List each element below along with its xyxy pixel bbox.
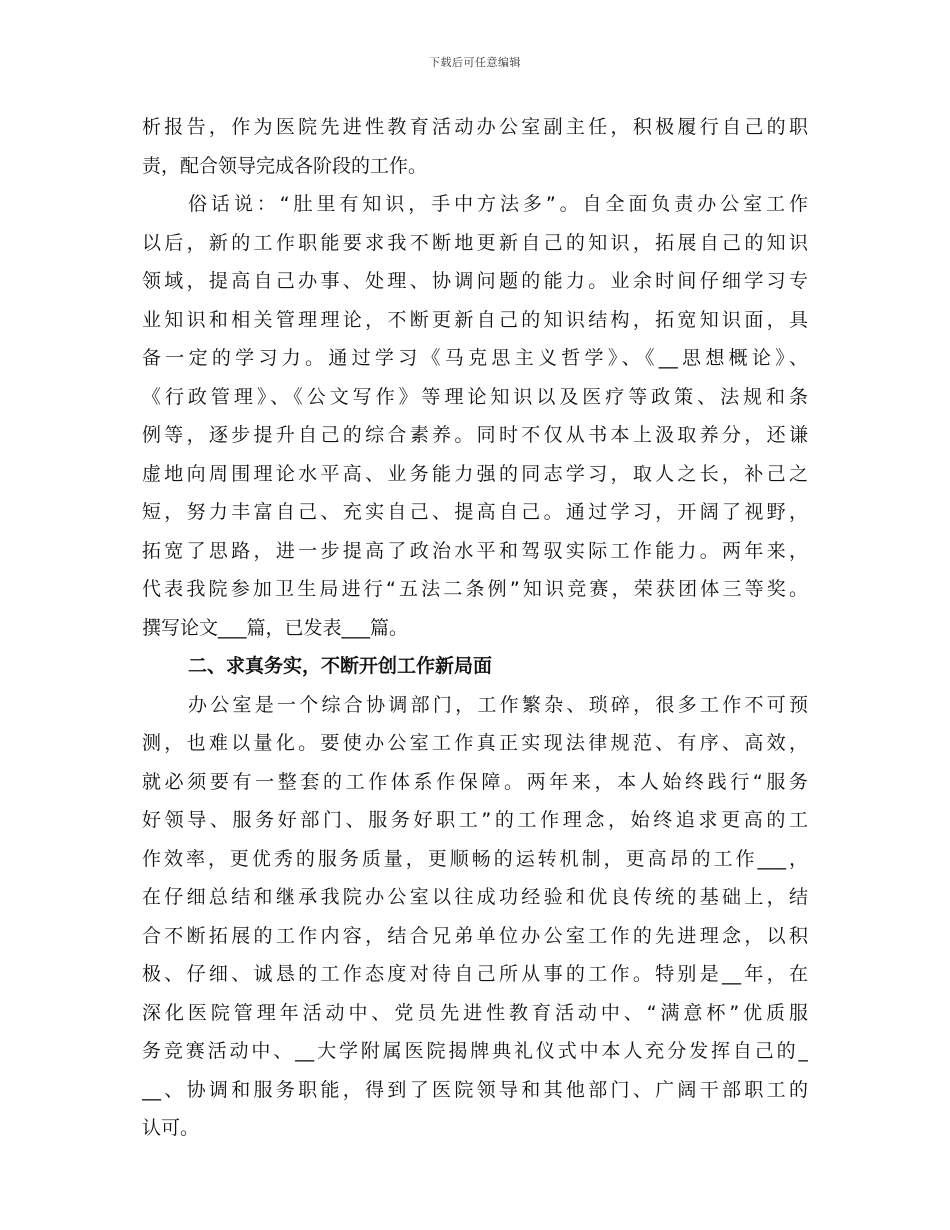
text-line: __、协调和服务职能，得到了医院领导和其他部门、广阔干部职工的 <box>142 1078 808 1101</box>
text-line: 析报告，作为医院先进性教育活动办公室副主任，积极履行自己的职 <box>142 116 808 138</box>
text-line: 代表我院参加卫生局进行“五法二条例”知识竞赛，荣获团体三等奖。 <box>142 578 808 600</box>
text-line: 短，努力丰富自己、充实自己、提高自己。通过学习，开阔了视野， <box>142 501 808 523</box>
section-heading: 二、求真务实，不断开创工作新局面 <box>188 655 493 677</box>
text-line: 极、仔细、诚恳的工作态度对待自己所从事的工作。特别是__年，在 <box>142 963 808 985</box>
text-line: 合不断拓展的工作内容，结合兄弟单位办公室工作的先进理念，以积 <box>142 924 808 947</box>
paragraph-first-line: 办公室是一个综合协调部门，工作繁杂、琐碎，很多工作不可预 <box>188 693 808 716</box>
document-body <box>142 108 808 1148</box>
text-line: 以后，新的工作职能要求我不断地更新自己的知识，拓展自己的知识 <box>142 231 808 254</box>
text-line: 《行政管理》、《公文写作》等理论知识以及医疗等政策、法规和条 <box>142 385 808 408</box>
text-line: 就必须要有一整套的工作体系作保障。两年来，本人始终践行“服务 <box>142 770 808 793</box>
text-line: 认可。 <box>142 1117 200 1139</box>
text-line: 撰写论文___篇，已发表___篇。 <box>142 616 409 639</box>
text-line: 务竞赛活动中、__大学附属医院揭牌典礼仪式中本人充分发挥自己的_ <box>142 1040 808 1062</box>
text-line: 测，也难以量化。要使办公室工作真正实现法律规范、有序、高效， <box>142 732 808 754</box>
text-line: 责，配合领导完成各阶段的工作。 <box>142 154 428 177</box>
text-line: 备一定的学习力。通过学习《马克思主义哲学》、《__思想概论》、 <box>142 347 808 369</box>
text-line: 领域，提高自己办事、处理、协调问题的能力。业余时间仔细学习专 <box>142 270 808 292</box>
text-line: 例等，逐步提升自己的综合素养。同时不仅从书本上汲取养分，还谦 <box>142 424 808 446</box>
text-line: 虚地向周围理论水平高、业务能力强的同志学习，取人之长，补己之 <box>142 462 808 485</box>
text-line: 作效率，更优秀的服务质量，更顺畅的运转机制，更高昂的工作___， <box>142 847 808 870</box>
text-line: 在仔细总结和继承我院办公室以往成功经验和优良传统的基础上，结 <box>142 886 808 908</box>
text-line: 深化医院管理年活动中、党员先进性教育活动中、“满意杯”优质服 <box>142 1001 808 1024</box>
text-line: 好领导、服务好部门、服务好职工”的工作理念，始终追求更高的工 <box>142 809 808 831</box>
page-header: 下载后可任意编辑 <box>429 56 521 69</box>
text-line: 业知识和相关管理理论，不断更新自己的知识结构，拓宽知识面，具 <box>142 308 808 331</box>
text-line: 拓宽了思路，进一步提高了政治水平和驾驭实际工作能力。两年来， <box>142 539 808 562</box>
paragraph-first-line: 俗话说：“肚里有知识，手中方法多”。自全面负责办公室工作 <box>188 193 808 215</box>
